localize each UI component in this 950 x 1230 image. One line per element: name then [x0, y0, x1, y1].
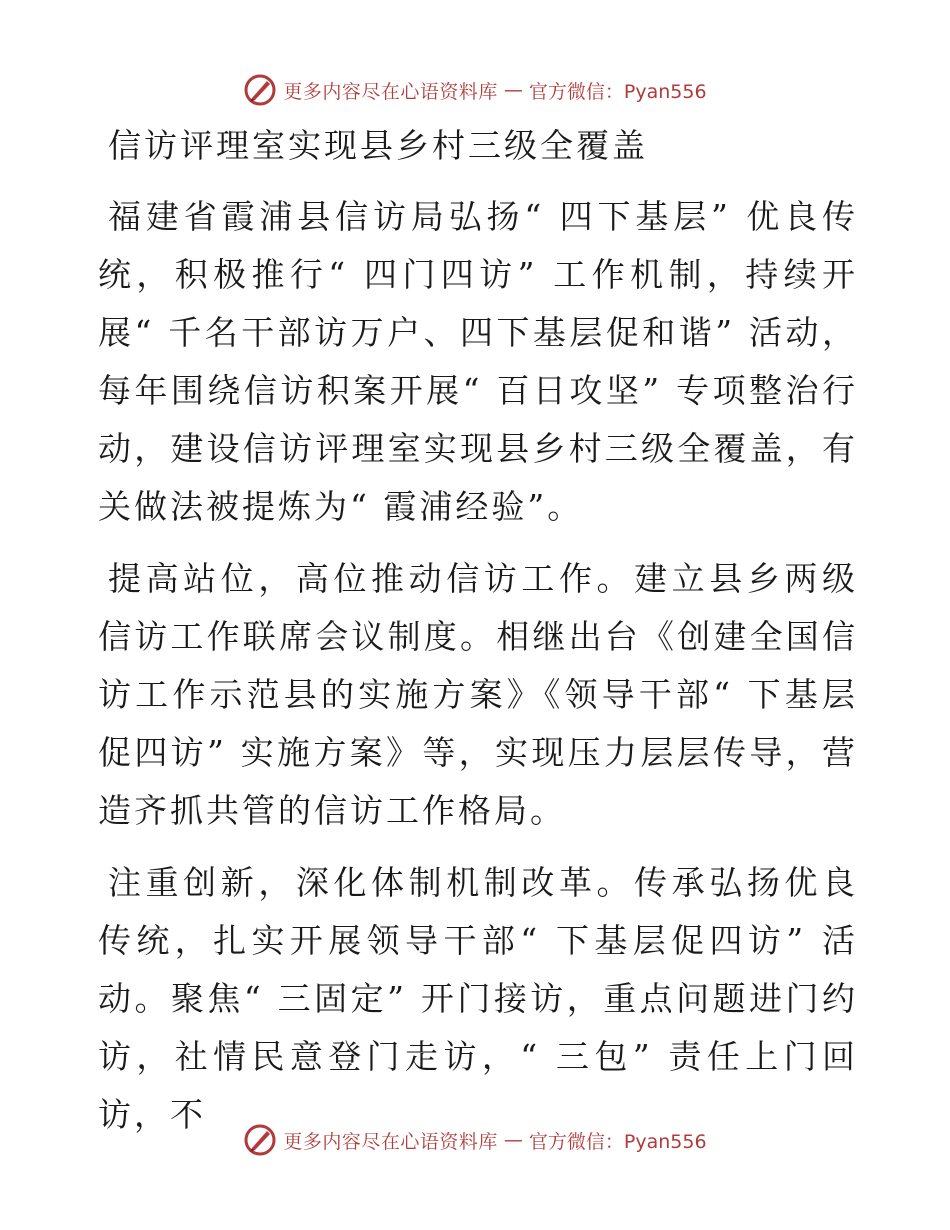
quill-pen-icon [243, 73, 277, 107]
watermark-wechat: 官方微信：Pyan556 [528, 1130, 707, 1153]
paragraph-2: 提高站位，高位推动信访工作。建立县乡两级信访工作联席会议制度。相继出台《创建全国信访工作示范县的实施方案》《领导干部“ 下基层促四访” 实施方案》等，实现压力层层传导，营造齐抓共管的信访工作格局。 [98, 559, 858, 830]
watermark-text: 更多内容尽在心语资料库 [283, 80, 498, 103]
document-body [98, 122, 858, 1158]
paragraph-3: 注重创新，深化体制机制改革。传承弘扬优良传统，扎实开展领导干部“ 下基层促四访” 活动。聚焦“ 三固定” 开门接访，重点问题进门约访，社情民意登门走访，“ 三包” 责任上门回访，不 [98, 863, 858, 1134]
watermark-wechat: 官方微信：Pyan556 [528, 80, 707, 103]
watermark-text: 更多内容尽在心语资料库 [283, 1130, 498, 1153]
watermark-separator: — [503, 79, 523, 101]
document-title: 信访评理室实现县乡村三级全覆盖 [108, 126, 648, 165]
header-watermark [0, 70, 950, 110]
watermark-separator: — [503, 1129, 523, 1151]
paragraph-1: 福建省霞浦县信访局弘扬“ 四下基层” 优良传统，积极推行“ 四门四访” 工作机制，持续开展“ 千名干部访万户、四下基层促和谐” 活动，每年围绕信访积案开展“ 百日攻坚” 专项整治行动，建设信访评理室实现县乡村三级全覆盖，有关做法被提炼为“ 霞浦经验”。 [98, 197, 858, 526]
footer-watermark [0, 1120, 950, 1160]
quill-pen-icon [243, 1123, 277, 1157]
